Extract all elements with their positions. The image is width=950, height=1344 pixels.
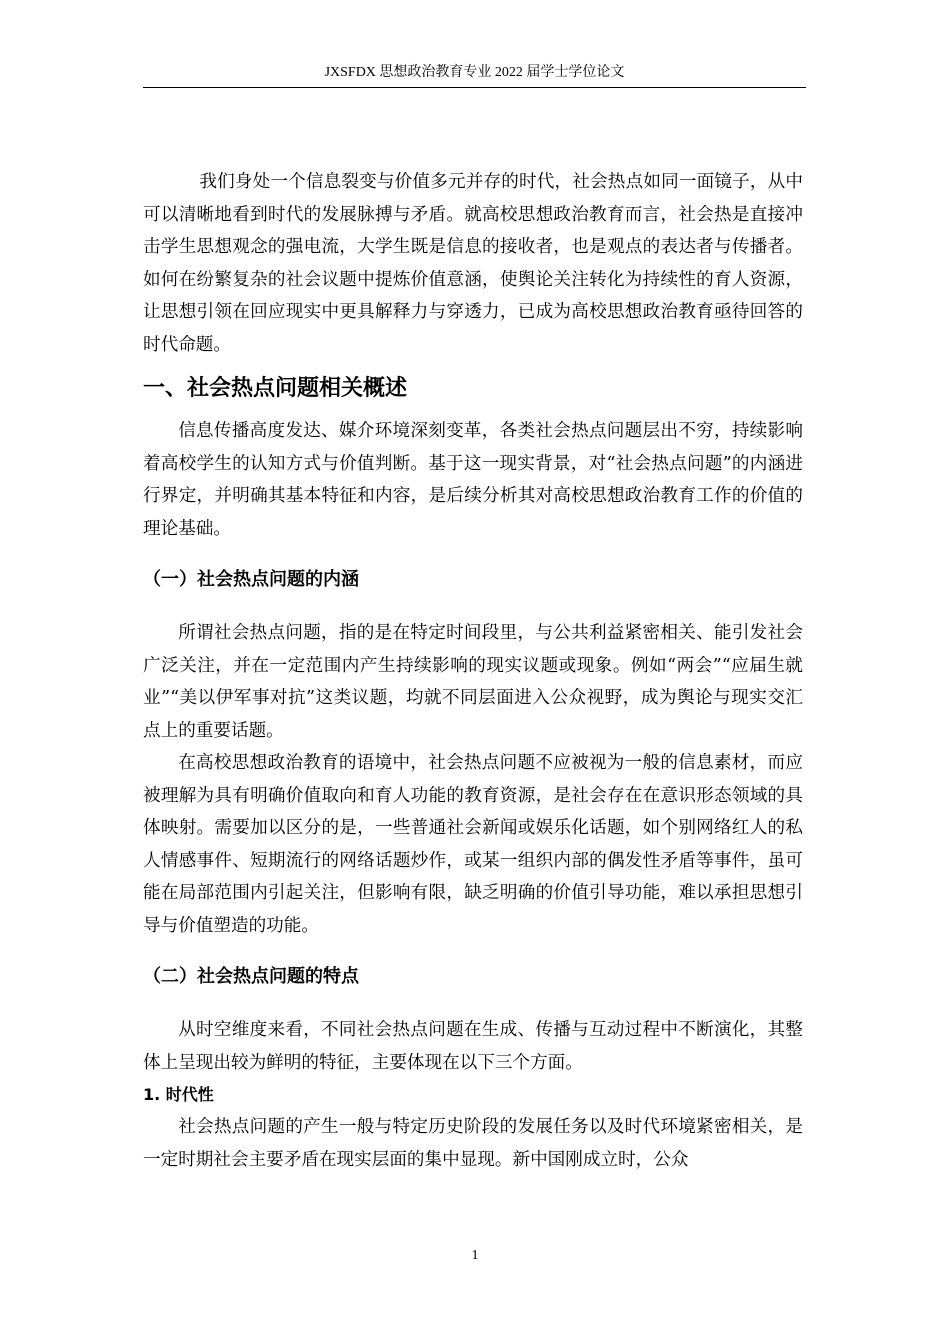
subsection-2-paragraph: 从时空维度来看，不同社会热点问题在生成、传播与互动过程中不断演化，其整体上呈现出较为鲜明的特征，主要体现在以下三个方面。 xyxy=(143,1020,803,1073)
section-1-paragraph: 信息传播高度发达、媒介环境深刻变革，各类社会热点问题层出不穷，持续影响着高校学生的认知方式与价值判断。基于这一现实背景，对“社会热点问题”的内涵进行界定，并明确其基本特征和内容，是后续分析其对高校思想政治教育工作的价值的理论基础。 xyxy=(143,421,803,539)
point-1-paragraph: 社会热点问题的产生一般与特定历史阶段的发展任务以及时代环境紧密相关，是一定时期社会主要矛盾在现实层面的集中显现。新中国刚成立时，公众 xyxy=(143,1117,803,1170)
page-number: 1 xyxy=(471,1248,479,1263)
point-heading-1: 1. 时代性 xyxy=(143,1085,214,1104)
subsection-1-paragraph-2: 在高校思想政治教育的语境中，社会热点问题不应被视为一般的信息素材，而应被理解为具有明确价值取向和育人功能的教育资源，是社会存在在意识形态领域的具体映射。需要加以区分的是，一些普通社会新闻或娱乐化话题，如个别网络红人的私人情感事件、短期流行的网络话题炒作，或某一组织内部的偶发性矛盾等事件，虽可能在局部范围内引起关注，但影响有限，缺乏明确的价值引导功能，难以承担思想引导与价值塑造的功能。 xyxy=(143,753,803,936)
subsection-heading-2: （二）社会热点问题的特点 xyxy=(143,966,359,987)
header-divider xyxy=(143,87,806,88)
subsection-heading-1: （一）社会热点问题的内涵 xyxy=(143,569,359,590)
page-body xyxy=(143,166,803,1176)
intro-paragraph: 我们身处一个信息裂变与价值多元并存的时代，社会热点如同一面镜子，从中可以清晰地看到时代的发展脉搏与矛盾。就高校思想政治教育而言，社会热是直接冲击学生思想观念的强电流，大学生既是信息的接收者，也是观点的表达者与传播者。如何在纷繁复杂的社会议题中提炼价值意涵，使舆论关注转化为持续性的育人资源，让思想引领在回应现实中更具解释力与穿透力，已成为高校思想政治教育亟待回答的时代命题。 xyxy=(143,172,803,355)
running-header: JXSFDX 思想政治教育专业 2022 届学士学位论文 xyxy=(324,65,625,80)
section-heading-1: 一、社会热点问题相关概述 xyxy=(143,376,408,401)
subsection-1-paragraph-1: 所谓社会热点问题，指的是在特定时间段里，与公共利益紧密相关、能引发社会广泛关注，并在一定范围内产生持续影响的现实议题或现象。例如“两会”“应届生就业”“美以伊军事对抗”这类议题，均就不同层面进入公众视野，成为舆论与现实交汇点上的重要话题。 xyxy=(143,623,803,741)
